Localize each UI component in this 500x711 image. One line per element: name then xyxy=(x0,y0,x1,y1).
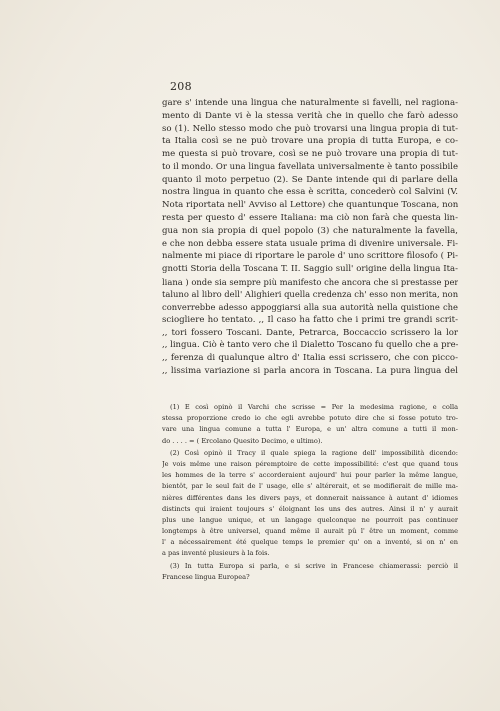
footnote-line: do . . . . = ( Ercolano Quesito Decimo, e ultimo). xyxy=(162,436,323,445)
footnote-3 xyxy=(162,561,458,583)
text-line: ,, lissima variazione si parla ancora in Toscana. La pura lingua del xyxy=(162,365,458,376)
text-line: e che non debba essere stata usuale prima di divenire universale. Fi- xyxy=(162,238,458,249)
footnote-line: stessa proporzione credo io che egli avrebbe potuto dire che si fosse potuto tro- xyxy=(162,414,458,423)
footnote-line: nières différentes dans les divers pays, et donnerait naissance à autant d' idiomes xyxy=(162,493,458,502)
footnote-line: (2) Così opinò il Tracy il quale spiega la ragione dell' impossibilità dicendo: xyxy=(170,448,458,457)
text-line: gare s' intende una lingua che naturalmente si favelli, nel ragiona- xyxy=(162,98,458,108)
text-line: nostra lingua in quanto che essa è scritta, concederò col Salvini (V. xyxy=(162,187,458,198)
text-line: ta Italia così se ne può trovare una propia di tutta Europa, e co- xyxy=(162,136,458,147)
text-line: ,, tori fossero Toscani. Dante, Petrarca, Boccaccio scrissero la lor xyxy=(162,327,458,338)
text-line: Nota riportata nell' Avviso al Lettore) che quantunque Toscana, non xyxy=(162,200,458,210)
footnote-line: a pas inventé plusieurs à la fois. xyxy=(162,549,270,558)
text-line: to il mondo. Or una lingua favellata universalmente è tanto possibile xyxy=(162,161,458,172)
footnote-line: vare una lingua comune a tutta l' Europa, e un' altra comune a tutti il mon- xyxy=(162,425,458,434)
text-line: gnotti Storia della Toscana T. II. Saggio sull' origine della lingua Ita- xyxy=(162,263,458,274)
footnote-line: l' a nécessairement été quelque temps le premier qu' on a inventé, si on n' en xyxy=(162,538,458,547)
text-line: ,, lingua. Ciò è tanto vero che il Dialetto Toscano fu quello che a pre- xyxy=(162,340,458,351)
text-line: ,, ferenza di qualunque altro d' Italia essi scrissero, che con picco- xyxy=(162,353,458,363)
footnote-line: (1) E così opinò il Varchi che scrisse = Per la medesima ragione, e colla xyxy=(170,403,458,411)
footnote-2 xyxy=(162,448,458,560)
text-line: liana ) onde sia sempre più manifesto che ancora che si prestasse per xyxy=(162,276,458,287)
footnote-line: Je vois même une raison péremptoire de cette impossibilité: c'est que quand tous xyxy=(162,459,458,468)
footnote-line: distincts qui iraient toujours s' éloignant les uns des autres. Ainsi il n' y aurait xyxy=(162,504,458,513)
page-number: 208 xyxy=(170,80,192,93)
text-line: so (1). Nello stesso modo che può trovarsi una lingua propia di tut- xyxy=(162,123,458,134)
footnotes xyxy=(162,402,458,584)
footnote-line: plus une langue unique, et un langage quelconque ne pourroit pas continuer xyxy=(162,515,458,524)
footnote-1 xyxy=(162,402,458,447)
text-line: taluno al libro dell' Alighieri quella credenza ch' esso non merita, non xyxy=(162,289,458,300)
text-line: converrebbe adesso appoggiarsi alla sua autorità nella quistione che xyxy=(162,302,458,312)
footnote-line: Francese lingua Europea? xyxy=(162,572,250,581)
text-line: sciogliere ho tentato. ,, Il caso ha fatto che i primi tre grandi scrit- xyxy=(162,314,458,325)
text-line: mento di Dante vi è la stessa verità che in quello che farò adesso xyxy=(162,110,458,121)
footnote-line: longtemps à être universel, quand même il aurait pû l' être un moment, comme xyxy=(162,527,458,536)
text-line: me questa si può trovare, così se ne può trovare una propia di tut- xyxy=(162,149,458,159)
footnote-line: (3) In tutta Europa si parla, e si scrive in Francese chiamerassi: perciò il xyxy=(170,561,458,570)
text-line: resta per questo d' essere Italiana: ma ciò non farà che questa lin- xyxy=(162,212,458,223)
footnote-line: bientôt, par le seul fait de l' usage, elle s' altérerait, et se modifierait de mille ma- xyxy=(162,482,458,491)
text-line: nalmente mi piace di riportare le parole d' uno scrittore filosofo ( Pi- xyxy=(162,251,458,261)
main-text xyxy=(162,97,458,378)
text-line: quanto il moto perpetuo (2). Se Dante intende qui di parlare della xyxy=(162,174,458,185)
footnote-line: les hommes de la terre s' accorderaient aujourd' hui pour parler la même langue, xyxy=(162,471,458,480)
text-line: gua non sia propia di quel popolo (3) che naturalmente la favella, xyxy=(162,225,458,236)
